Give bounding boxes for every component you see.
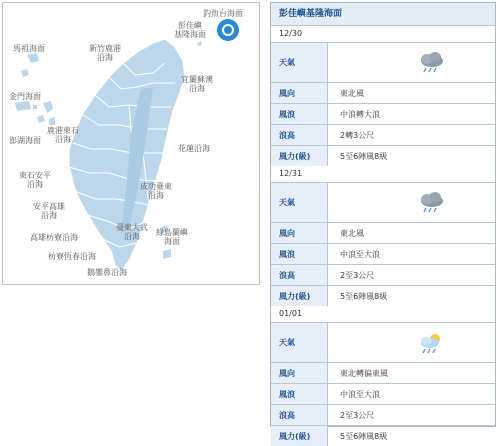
penghu-islands [37,101,55,125]
row-label: 風浪 [271,104,328,124]
map-label-chenggong-taitung[interactable]: 成功臺東 沿海 [140,182,172,200]
row-label: 風力(級) [271,286,328,306]
row-value: 2轉3公尺 [340,130,375,140]
wave-height-row [271,125,495,146]
weather-label: 天氣 [271,323,328,362]
map-label-penghu[interactable]: 澎湖海面 [9,136,41,145]
forecast-day [271,26,495,166]
row-label: 風向 [271,223,328,243]
row-label: 浪高 [271,265,328,285]
map-label-matsu[interactable]: 馬祖海面 [13,44,45,53]
wind-direction-row [271,223,495,244]
weather-row [271,183,495,223]
weather-label: 天氣 [271,43,328,82]
map-label-lukang-dongshi[interactable]: 鹿港東石 沿海 [47,126,79,144]
row-value: 中浪至大浪 [340,249,380,259]
row-value: 5至6陣風8級 [340,431,388,441]
row-value: 中浪至大浪 [340,389,380,399]
map-label-fangliao-hengchun[interactable]: 枋寮恆春沿海 [48,252,96,261]
map-label-taitung-dawu[interactable]: 臺東大武 沿海 [116,223,148,241]
wave-height-row [271,265,495,286]
row-label: 風力(級) [271,146,328,166]
wind-force-row [271,426,495,446]
forecast-day [271,166,495,306]
row-label: 風向 [271,83,328,103]
row-value: 東北轉偏東風 [340,368,388,378]
cloud-rain-icon [418,52,446,74]
row-value: 5至6陣風8級 [340,151,388,161]
row-label: 風浪 [271,384,328,404]
map-label-yilan-suao[interactable]: 宜蘭蘇澳 沿海 [181,75,213,93]
row-value: 2至3公尺 [340,410,375,420]
map-label-anping-kaohsiung[interactable]: 安平高雄 沿海 [33,202,65,220]
diaoyutai-highlight[interactable] [217,19,239,41]
weather-row [271,323,495,363]
wind-direction-row [271,83,495,104]
forecast-day [271,306,495,446]
weather-row [271,43,495,83]
map-label-hsinchu-lukang[interactable]: 新竹鹿港 沿海 [89,44,121,62]
sun-cloud-rain-icon [418,332,446,354]
forecast-date: 12/30 [271,26,495,43]
map-label-pengjia-keelung[interactable]: 彭佳嶼 基隆海面 [174,21,206,39]
marine-forecast-panel [270,2,496,441]
wave-row [271,384,495,405]
wind-direction-row [271,363,495,384]
sea-area-map [2,2,260,285]
map-label-kaohsiung-fangliao[interactable]: 高雄枋寮沿海 [30,233,78,242]
pengjia-islet [197,41,202,46]
wave-row [271,244,495,265]
wind-force-row [271,146,495,166]
row-label: 浪高 [271,125,328,145]
cloud-rain-icon [418,192,446,214]
wind-force-row [271,286,495,306]
row-value: 5至6陣風8級 [340,291,388,301]
forecast-date: 01/01 [271,306,495,323]
row-label: 風浪 [271,244,328,264]
map-label-eluanbi[interactable]: 鵝鑾鼻沿海 [87,268,127,277]
kinmen-islands [15,101,37,111]
row-label: 風力(級) [271,426,328,446]
map-label-hualien[interactable]: 花蓮沿海 [178,144,210,153]
map-label-lvdao-lanyu[interactable]: 綠島蘭嶼 海面 [156,228,188,246]
weather-label: 天氣 [271,183,328,222]
map-label-kinmen[interactable]: 金門海面 [9,92,41,101]
wave-height-row [271,405,495,426]
matsu-islands [21,53,39,77]
map-label-dongshi-anping[interactable]: 東石安平 沿海 [19,171,51,189]
row-label: 風向 [271,363,328,383]
forecast-date: 12/31 [271,166,495,183]
row-value: 2至3公尺 [340,270,375,280]
row-label: 浪高 [271,405,328,425]
map-label-diaoyutai[interactable]: 釣魚台海面 [203,9,243,18]
row-value: 中浪轉大浪 [340,109,380,119]
wave-row [271,104,495,125]
forecast-title: 彭佳嶼基隆海面 [271,3,495,26]
row-value: 東北風 [340,228,364,238]
row-value: 東北風 [340,88,364,98]
